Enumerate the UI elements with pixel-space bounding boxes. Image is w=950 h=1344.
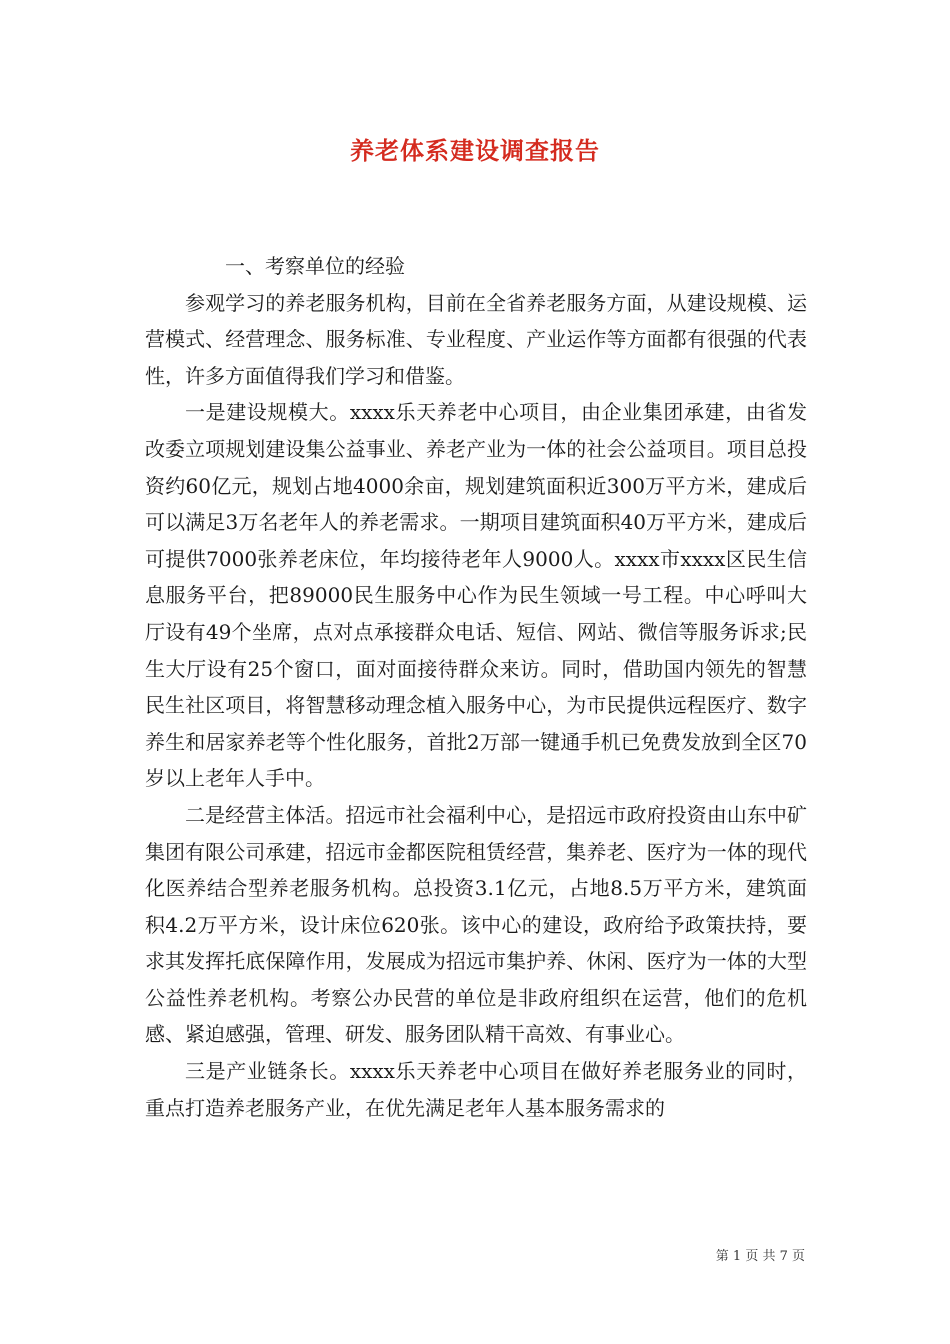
page-number: 第 1 页 共 7 页 xyxy=(715,1249,805,1264)
intro-paragraph: 参观学习的养老服务机构，目前在全省养老服务方面，从建设规模、运营模式、经营理念、服务标准、专业程度、产业运作等方面都有很强的代表性，许多方面值得我们学习和借鉴。 xyxy=(145,290,807,388)
paragraph-operation: 二是经营主体活。招远市社会福利中心，是招远市政府投资由山东中矿集团有限公司承建，招远市金都医院租赁经营，集养老、医疗为一体的现代化医养结合型养老服务机构。总投资3.1亿元，占地8.5万平方米，建筑面积4.2万平方米，设计床位620张。该中心的建设，政府给予政策扶持，要求其发挥托底保障作用，发展成为招远市集护养、休闲、医疗为一体的大型公益性养老机构。考察公办民营的单位是非政府组织在运营，他们的危机感、紧迫感强，管理、研发、服务团队精干高效、有事业心。 xyxy=(145,802,807,1047)
paragraph-industry: 三是产业链条长。xxxx乐天养老中心项目在做好养老服务业的同时，重点打造养老服务产业，在优先满足老年人基本服务需求的 xyxy=(145,1059,807,1120)
document-body xyxy=(145,248,807,1126)
document-title: 养老体系建设调查报告 xyxy=(350,136,600,165)
paragraph-scale: 一是建设规模大。xxxx乐天养老中心项目，由企业集团承建，由省发改委立项规划建设集公益事业、养老产业为一体的社会公益项目。项目总投资约60亿元，规划占地4000余亩，规划建筑面积近300万平方米，建成后可以满足3万名老年人的养老需求。一期项目建筑面积40万平方米，建成后可提供7000张养老床位，年均接待老年人9000人。xxxx市xxxx区民生信息服务平台，把89000民生服务中心作为民生领域一号工程。中心呼叫大厅设有49个坐席，点对点承接群众电话、短信、网站、微信等服务诉求;民生大厅设有25个窗口，面对面接待群众来访。同时，借助国内领先的智慧民生社区项目，将智慧移动理念植入服务中心，为市民提供远程医疗、数字养生和居家养老等个性化服务，首批2万部一键通手机已免费发放到全区70岁以上老年人手中。 xyxy=(145,400,807,791)
section-heading: 一、考察单位的经验 xyxy=(225,254,405,278)
